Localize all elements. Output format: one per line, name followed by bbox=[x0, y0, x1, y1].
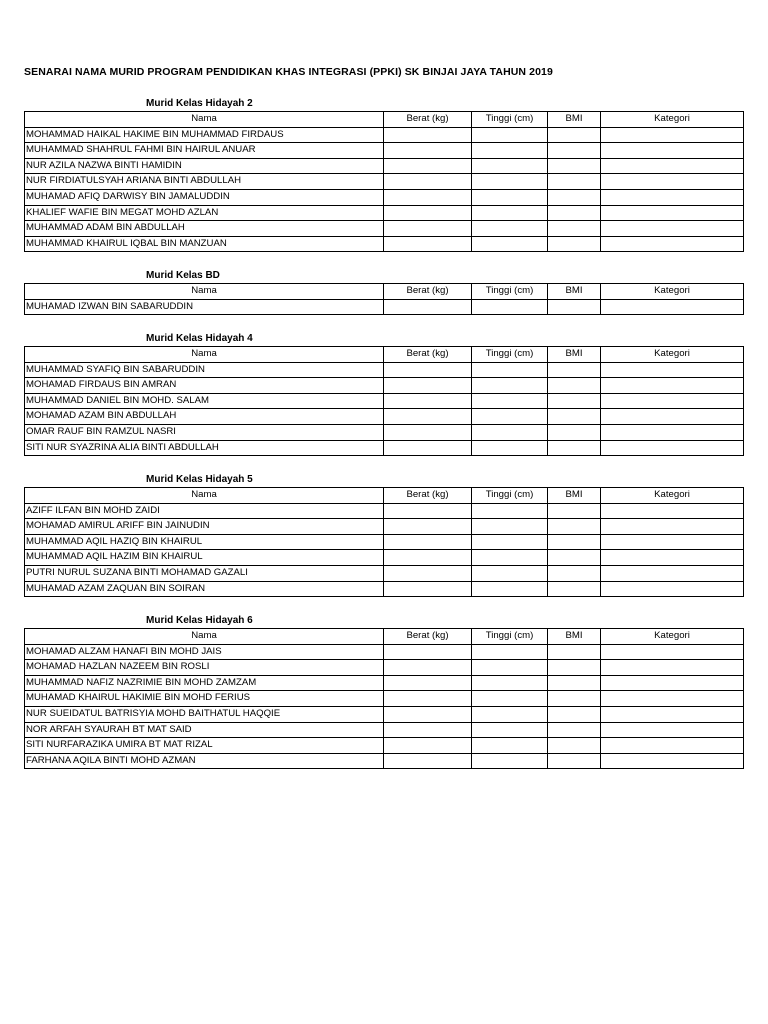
empty-cell bbox=[472, 143, 548, 159]
empty-cell bbox=[601, 565, 744, 581]
empty-cell bbox=[601, 143, 744, 159]
student-name-cell: MUHAMAD KHAIRUL HAKIMIE BIN MOHD FERIUS bbox=[25, 691, 384, 707]
empty-cell bbox=[384, 409, 472, 425]
empty-cell bbox=[472, 378, 548, 394]
table-row bbox=[25, 409, 744, 425]
student-name-cell: NUR SUEIDATUL BATRISYIA MOHD BAITHATUL HAQQIE bbox=[25, 706, 384, 722]
student-name-cell: MUHAMMAD NAFIZ NAZRIMIE BIN MOHD ZAMZAM bbox=[25, 675, 384, 691]
column-header: Tinggi (cm) bbox=[472, 112, 548, 128]
student-name-cell: MUHAMMAD DANIEL BIN MOHD. SALAM bbox=[25, 393, 384, 409]
empty-cell bbox=[472, 409, 548, 425]
empty-cell bbox=[601, 660, 744, 676]
empty-cell bbox=[601, 378, 744, 394]
student-name-cell: SITI NUR SYAZRINA ALIA BINTI ABDULLAH bbox=[25, 440, 384, 456]
empty-cell bbox=[548, 205, 601, 221]
empty-cell bbox=[472, 362, 548, 378]
table-header-row bbox=[25, 112, 744, 128]
empty-cell bbox=[601, 189, 744, 205]
student-name-cell: NOR ARFAH SYAURAH BT MAT SAID bbox=[25, 722, 384, 738]
empty-cell bbox=[472, 189, 548, 205]
table-row bbox=[25, 440, 744, 456]
empty-cell bbox=[548, 127, 601, 143]
student-name-cell: MUHAMMAD SYAFIQ BIN SABARUDDIN bbox=[25, 362, 384, 378]
table-row bbox=[25, 143, 744, 159]
empty-cell bbox=[472, 205, 548, 221]
empty-cell bbox=[548, 236, 601, 252]
column-header: Nama bbox=[25, 112, 384, 128]
table-row bbox=[25, 158, 744, 174]
empty-cell bbox=[601, 299, 744, 315]
empty-cell bbox=[384, 205, 472, 221]
student-name-cell: PUTRI NURUL SUZANA BINTI MOHAMAD GAZALI bbox=[25, 565, 384, 581]
empty-cell bbox=[384, 189, 472, 205]
table-row bbox=[25, 221, 744, 237]
empty-cell bbox=[472, 393, 548, 409]
empty-cell bbox=[601, 738, 744, 754]
empty-cell bbox=[384, 424, 472, 440]
student-table bbox=[24, 111, 744, 252]
student-name-cell: FARHANA AQILA BINTI MOHD AZMAN bbox=[25, 753, 384, 769]
empty-cell bbox=[384, 393, 472, 409]
empty-cell bbox=[548, 534, 601, 550]
table-row bbox=[25, 299, 744, 315]
empty-cell bbox=[472, 534, 548, 550]
column-header: Kategori bbox=[601, 488, 744, 504]
column-header: BMI bbox=[548, 488, 601, 504]
empty-cell bbox=[472, 691, 548, 707]
empty-cell bbox=[384, 378, 472, 394]
table-row bbox=[25, 738, 744, 754]
student-name-cell: MOHAMAD AZAM BIN ABDULLAH bbox=[25, 409, 384, 425]
empty-cell bbox=[548, 378, 601, 394]
empty-cell bbox=[472, 424, 548, 440]
student-name-cell: NUR FIRDIATULSYAH ARIANA BINTI ABDULLAH bbox=[25, 174, 384, 190]
empty-cell bbox=[601, 581, 744, 597]
empty-cell bbox=[548, 393, 601, 409]
table-row bbox=[25, 565, 744, 581]
empty-cell bbox=[548, 519, 601, 535]
empty-cell bbox=[472, 722, 548, 738]
empty-cell bbox=[601, 550, 744, 566]
empty-cell bbox=[384, 127, 472, 143]
table-header-row bbox=[25, 629, 744, 645]
empty-cell bbox=[548, 299, 601, 315]
empty-cell bbox=[384, 691, 472, 707]
empty-cell bbox=[472, 519, 548, 535]
column-header: Kategori bbox=[601, 284, 744, 300]
table-row bbox=[25, 236, 744, 252]
section-title: Murid Kelas BD bbox=[146, 270, 220, 281]
empty-cell bbox=[472, 299, 548, 315]
table-row bbox=[25, 753, 744, 769]
empty-cell bbox=[548, 143, 601, 159]
column-header: BMI bbox=[548, 112, 601, 128]
table-row bbox=[25, 519, 744, 535]
empty-cell bbox=[472, 738, 548, 754]
table-row bbox=[25, 534, 744, 550]
empty-cell bbox=[548, 753, 601, 769]
section-title: Murid Kelas Hidayah 6 bbox=[146, 615, 253, 626]
empty-cell bbox=[548, 550, 601, 566]
empty-cell bbox=[548, 706, 601, 722]
empty-cell bbox=[601, 362, 744, 378]
table-header-row bbox=[25, 488, 744, 504]
empty-cell bbox=[601, 158, 744, 174]
column-header: Tinggi (cm) bbox=[472, 284, 548, 300]
student-name-cell: MOHAMAD AMIRUL ARIFF BIN JAINUDIN bbox=[25, 519, 384, 535]
empty-cell bbox=[601, 205, 744, 221]
empty-cell bbox=[548, 221, 601, 237]
empty-cell bbox=[472, 565, 548, 581]
empty-cell bbox=[384, 174, 472, 190]
empty-cell bbox=[601, 174, 744, 190]
student-name-cell: MUHAMAD AFIQ DARWISY BIN JAMALUDDIN bbox=[25, 189, 384, 205]
empty-cell bbox=[472, 174, 548, 190]
empty-cell bbox=[384, 362, 472, 378]
section-title: Murid Kelas Hidayah 4 bbox=[146, 333, 253, 344]
empty-cell bbox=[548, 722, 601, 738]
student-name-cell: KHALIEF WAFIE BIN MEGAT MOHD AZLAN bbox=[25, 205, 384, 221]
empty-cell bbox=[601, 409, 744, 425]
table-row bbox=[25, 660, 744, 676]
empty-cell bbox=[601, 675, 744, 691]
empty-cell bbox=[548, 581, 601, 597]
empty-cell bbox=[548, 660, 601, 676]
empty-cell bbox=[601, 722, 744, 738]
empty-cell bbox=[548, 158, 601, 174]
student-table bbox=[24, 346, 744, 456]
table-row bbox=[25, 503, 744, 519]
empty-cell bbox=[384, 706, 472, 722]
empty-cell bbox=[384, 519, 472, 535]
table-header-row bbox=[25, 284, 744, 300]
table-row bbox=[25, 706, 744, 722]
empty-cell bbox=[384, 236, 472, 252]
column-header: Berat (kg) bbox=[384, 347, 472, 363]
table-row bbox=[25, 205, 744, 221]
empty-cell bbox=[384, 565, 472, 581]
empty-cell bbox=[548, 409, 601, 425]
student-name-cell: MUHAMMAD AQIL HAZIM BIN KHAIRUL bbox=[25, 550, 384, 566]
empty-cell bbox=[548, 644, 601, 660]
column-header: Tinggi (cm) bbox=[472, 347, 548, 363]
empty-cell bbox=[472, 550, 548, 566]
table-row bbox=[25, 424, 744, 440]
column-header: Berat (kg) bbox=[384, 488, 472, 504]
empty-cell bbox=[601, 691, 744, 707]
empty-cell bbox=[548, 675, 601, 691]
table-row bbox=[25, 393, 744, 409]
empty-cell bbox=[601, 221, 744, 237]
empty-cell bbox=[472, 644, 548, 660]
student-name-cell: SITI NURFARAZIKA UMIRA BT MAT RIZAL bbox=[25, 738, 384, 754]
empty-cell bbox=[472, 753, 548, 769]
empty-cell bbox=[601, 236, 744, 252]
empty-cell bbox=[548, 189, 601, 205]
empty-cell bbox=[601, 706, 744, 722]
column-header: Tinggi (cm) bbox=[472, 629, 548, 645]
column-header: Nama bbox=[25, 488, 384, 504]
table-header-row bbox=[25, 347, 744, 363]
empty-cell bbox=[384, 675, 472, 691]
empty-cell bbox=[548, 424, 601, 440]
column-header: Kategori bbox=[601, 112, 744, 128]
empty-cell bbox=[472, 675, 548, 691]
empty-cell bbox=[601, 534, 744, 550]
empty-cell bbox=[384, 221, 472, 237]
table-row bbox=[25, 581, 744, 597]
empty-cell bbox=[548, 503, 601, 519]
student-name-cell: MOHAMAD ALZAM HANAFI BIN MOHD JAIS bbox=[25, 644, 384, 660]
empty-cell bbox=[384, 660, 472, 676]
empty-cell bbox=[548, 440, 601, 456]
empty-cell bbox=[384, 581, 472, 597]
empty-cell bbox=[472, 158, 548, 174]
student-name-cell: MUHAMMAD AQIL HAZIQ BIN KHAIRUL bbox=[25, 534, 384, 550]
empty-cell bbox=[548, 362, 601, 378]
empty-cell bbox=[384, 158, 472, 174]
column-header: Berat (kg) bbox=[384, 112, 472, 128]
empty-cell bbox=[384, 143, 472, 159]
empty-cell bbox=[601, 519, 744, 535]
empty-cell bbox=[384, 299, 472, 315]
empty-cell bbox=[384, 440, 472, 456]
section-title: Murid Kelas Hidayah 5 bbox=[146, 474, 253, 485]
student-name-cell: MUHAMAD AZAM ZAQUAN BIN SOIRAN bbox=[25, 581, 384, 597]
table-row bbox=[25, 722, 744, 738]
empty-cell bbox=[472, 706, 548, 722]
column-header: BMI bbox=[548, 284, 601, 300]
table-row bbox=[25, 174, 744, 190]
student-name-cell: NUR AZILA NAZWA BINTI HAMIDIN bbox=[25, 158, 384, 174]
empty-cell bbox=[472, 581, 548, 597]
document-title: SENARAI NAMA MURID PROGRAM PENDIDIKAN KHAS INTEGRASI (PPKI) SK BINJAI JAYA TAHUN 2019 bbox=[24, 66, 553, 78]
empty-cell bbox=[601, 644, 744, 660]
empty-cell bbox=[601, 424, 744, 440]
table-row bbox=[25, 189, 744, 205]
empty-cell bbox=[472, 221, 548, 237]
student-table bbox=[24, 283, 744, 315]
empty-cell bbox=[384, 534, 472, 550]
section-title: Murid Kelas Hidayah 2 bbox=[146, 98, 253, 109]
student-table bbox=[24, 628, 744, 769]
column-header: Kategori bbox=[601, 347, 744, 363]
empty-cell bbox=[384, 503, 472, 519]
empty-cell bbox=[601, 393, 744, 409]
student-name-cell: MUHAMMAD KHAIRUL IQBAL BIN MANZUAN bbox=[25, 236, 384, 252]
table-row bbox=[25, 378, 744, 394]
table-row bbox=[25, 644, 744, 660]
empty-cell bbox=[601, 440, 744, 456]
empty-cell bbox=[384, 738, 472, 754]
empty-cell bbox=[601, 127, 744, 143]
student-table bbox=[24, 487, 744, 597]
student-name-cell: MOHAMMAD HAIKAL HAKIME BIN MUHAMMAD FIRDAUS bbox=[25, 127, 384, 143]
empty-cell bbox=[472, 660, 548, 676]
student-name-cell: MUHAMMAD ADAM BIN ABDULLAH bbox=[25, 221, 384, 237]
empty-cell bbox=[384, 722, 472, 738]
empty-cell bbox=[601, 503, 744, 519]
column-header: Tinggi (cm) bbox=[472, 488, 548, 504]
column-header: BMI bbox=[548, 347, 601, 363]
column-header: Nama bbox=[25, 284, 384, 300]
student-name-cell: MUHAMAD IZWAN BIN SABARUDDIN bbox=[25, 299, 384, 315]
student-name-cell: OMAR RAUF BIN RAMZUL NASRI bbox=[25, 424, 384, 440]
table-row bbox=[25, 550, 744, 566]
table-row bbox=[25, 362, 744, 378]
column-header: Berat (kg) bbox=[384, 284, 472, 300]
empty-cell bbox=[548, 565, 601, 581]
empty-cell bbox=[548, 174, 601, 190]
table-row bbox=[25, 691, 744, 707]
column-header: Nama bbox=[25, 347, 384, 363]
student-name-cell: MOHAMAD HAZLAN NAZEEM BIN ROSLI bbox=[25, 660, 384, 676]
empty-cell bbox=[472, 440, 548, 456]
column-header: Kategori bbox=[601, 629, 744, 645]
empty-cell bbox=[384, 753, 472, 769]
student-name-cell: MOHAMAD FIRDAUS BIN AMRAN bbox=[25, 378, 384, 394]
empty-cell bbox=[601, 753, 744, 769]
empty-cell bbox=[472, 236, 548, 252]
student-name-cell: AZIFF ILFAN BIN MOHD ZAIDI bbox=[25, 503, 384, 519]
empty-cell bbox=[472, 127, 548, 143]
empty-cell bbox=[384, 550, 472, 566]
student-name-cell: MUHAMMAD SHAHRUL FAHMI BIN HAIRUL ANUAR bbox=[25, 143, 384, 159]
empty-cell bbox=[384, 644, 472, 660]
empty-cell bbox=[548, 738, 601, 754]
empty-cell bbox=[472, 503, 548, 519]
column-header: Berat (kg) bbox=[384, 629, 472, 645]
column-header: Nama bbox=[25, 629, 384, 645]
table-row bbox=[25, 127, 744, 143]
table-row bbox=[25, 675, 744, 691]
empty-cell bbox=[548, 691, 601, 707]
column-header: BMI bbox=[548, 629, 601, 645]
